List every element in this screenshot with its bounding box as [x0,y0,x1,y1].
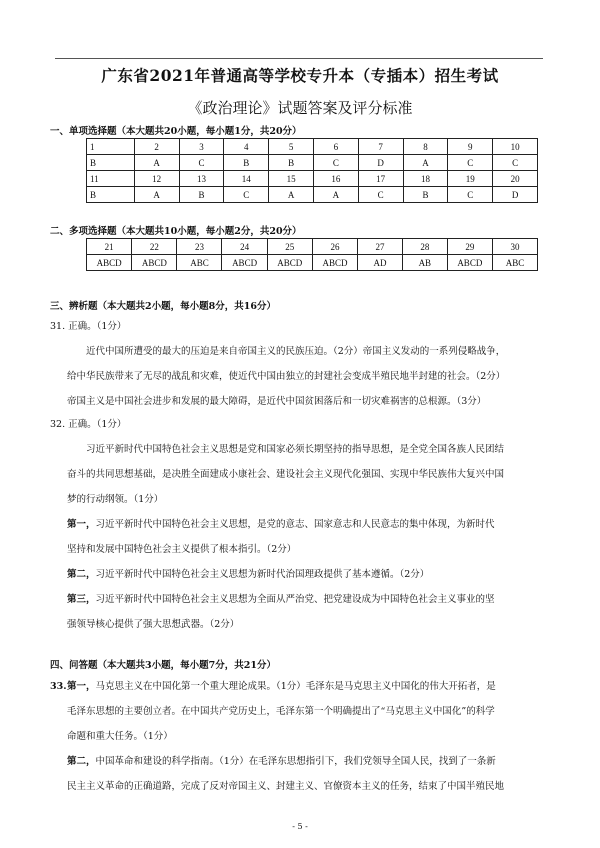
q32-point-3 [67,594,495,606]
table-cell: 19 [448,171,493,187]
table-cell: 5 [269,139,314,155]
table-cell: A [313,187,358,203]
point-label: 第二， [67,569,96,580]
table-cell: C [313,155,358,171]
table-cell: D [358,155,403,171]
q31-head: 31. 正确。（1分） [50,321,127,332]
table-cell: C [358,187,403,203]
page-number: - 5 - [292,822,308,831]
point-text: 马克思主义在中国化第一个重大理论成果。（1分）毛泽东是马克思主义中国化的伟大开拓者，是 [95,681,496,692]
section-4-heading: 四、问答题（本大题共3小题，每小题7分，共21分） [50,660,276,671]
table-cell: 3 [179,139,224,155]
table-row [87,255,538,271]
q31-text-line: 给中华民族带来了无尽的战乱和灾难，使近代中国由独立的封建社会变成半殖民地半封建的社会。（2分） [67,371,506,382]
q33-text-line: 民主主义革命的正确道路，完成了反对帝国主义、封建主义、官僚资本主义的任务，结束了中国半殖民地 [67,781,505,792]
table-cell: 25 [267,239,312,255]
table-cell: 30 [492,239,537,255]
page-title: 广东省2021年普通高等学校专升本（专插本）招生考试 [101,66,499,85]
table-row [87,139,538,155]
table-cell: ABCD [267,255,312,271]
table-cell: B [179,187,224,203]
q33-number [50,681,67,693]
table-cell: 24 [222,239,267,255]
table-cell: 22 [132,239,177,255]
table-cell: ABCD [222,255,267,271]
section-3-heading: 三、辨析题（本大题共2小题，每小题8分，共16分） [50,301,276,312]
table-cell: 14 [224,171,269,187]
section-2-heading: 二、多项选择题（本大题共10小题，每小题2分，共20分） [50,226,302,237]
table-cell: 29 [447,239,492,255]
page-subtitle: 《政治理论》试题答案及评分标准 [187,99,413,117]
table-cell: AD [358,255,403,271]
table-cell: ABCD [87,255,132,271]
table-cell: 16 [313,171,358,187]
q33-text-line: 命题和重大任务。（1分） [67,731,173,742]
table-cell: B [403,187,448,203]
table-cell: B [87,187,135,203]
q31-text-line: 帝国主义是中国社会进步和发展的最大障碍，是近代中国贫困落后和一切灾难祸害的总根源。（3分） [67,396,487,407]
table-cell: 2 [134,139,179,155]
table-cell: 7 [358,139,403,155]
table-cell: 27 [358,239,403,255]
multiple-choice-answer-table [86,238,538,271]
q32-text-line: 梦的行动纲领。（1分） [67,494,164,505]
table-cell: B [224,155,269,171]
table-cell: 1 [87,139,135,155]
table-cell: 23 [177,239,222,255]
table-cell: ABC [177,255,222,271]
table-cell: 13 [179,171,224,187]
section-1-heading: 一、单项选择题（本大题共20小题，每小题1分，共20分） [50,126,302,137]
table-cell: C [448,187,493,203]
point-label: 第一， [67,519,96,530]
table-cell: 11 [87,171,135,187]
table-cell: C [448,155,493,171]
table-cell: C [224,187,269,203]
table-cell: B [269,155,314,171]
table-cell: B [87,155,135,171]
table-cell: 9 [448,139,493,155]
table-cell: ABCD [447,255,492,271]
question-number: 33. [50,681,67,692]
table-cell: AB [402,255,447,271]
point-text: 习近平新时代中国特色社会主义思想，是党的意志、国家意志和人民意志的集中体现，为新时代 [95,519,495,530]
table-cell: 8 [403,139,448,155]
table-cell: 4 [224,139,269,155]
table-cell: 17 [358,171,403,187]
table-cell: D [493,187,538,203]
table-cell: C [179,155,224,171]
table-cell: 6 [313,139,358,155]
point-text: 习近平新时代中国特色社会主义思想为全面从严治党、把党建设成为中国特色社会主义事业的坚 [95,594,495,605]
table-cell: 28 [402,239,447,255]
single-choice-answer-table [86,138,538,203]
q32-text-line: 习近平新时代中国特色社会主义思想是党和国家必须长期坚持的指导思想，是全党全国各族人民团结 [86,444,505,455]
table-row [87,187,538,203]
point-text: 习近平新时代中国特色社会主义思想为新时代治国理政提供了基本遵循。（2分） [95,569,430,580]
point-label: 第一， [67,681,96,692]
table-row [87,155,538,171]
table-cell: 15 [269,171,314,187]
table-cell: C [493,155,538,171]
table-cell: A [269,187,314,203]
table-cell: 10 [493,139,538,155]
header-rule [55,58,543,59]
table-cell: 12 [134,171,179,187]
q33-text-line: 毛泽东思想的主要创立者。在中国共产党历史上，毛泽东第一个明确提出了“马克思主义中国化”的科学 [67,706,495,717]
table-cell: A [134,155,179,171]
table-cell: ABCD [312,255,357,271]
q32-point-1 [67,519,495,531]
q32-text-line: 强领导核心提供了强大思想武器。（2分） [67,619,240,630]
q32-head: 32. 正确。（1分） [50,419,127,430]
table-cell: ABCD [132,255,177,271]
q32-text-line: 奋斗的共同思想基础，是决胜全面建成小康社会、建设社会主义现代化强国、实现中华民族伟大复兴中国 [67,469,505,480]
table-cell: 21 [87,239,132,255]
point-label: 第三， [67,594,96,605]
q33-point-2 [67,756,496,768]
q33-point-1 [67,681,496,693]
q31-text-line: 近代中国所遭受的最大的压迫是来自帝国主义的民族压迫。（2分）帝国主义发动的一系列侵略战争， [86,346,506,357]
table-cell: 20 [493,171,538,187]
point-label: 第二， [67,756,96,767]
table-row [87,239,538,255]
table-cell: A [134,187,179,203]
point-text: 中国革命和建设的科学指南。（1分）在毛泽东思想指引下，我们党领导全国人民，找到了一条新 [95,756,496,767]
table-row [87,171,538,187]
q32-text-line: 坚持和发展中国特色社会主义提供了根本指引。（2分） [67,544,297,555]
table-cell: 26 [312,239,357,255]
table-cell: ABC [492,255,537,271]
q32-point-2 [67,569,429,581]
table-cell: A [403,155,448,171]
table-cell: 18 [403,171,448,187]
